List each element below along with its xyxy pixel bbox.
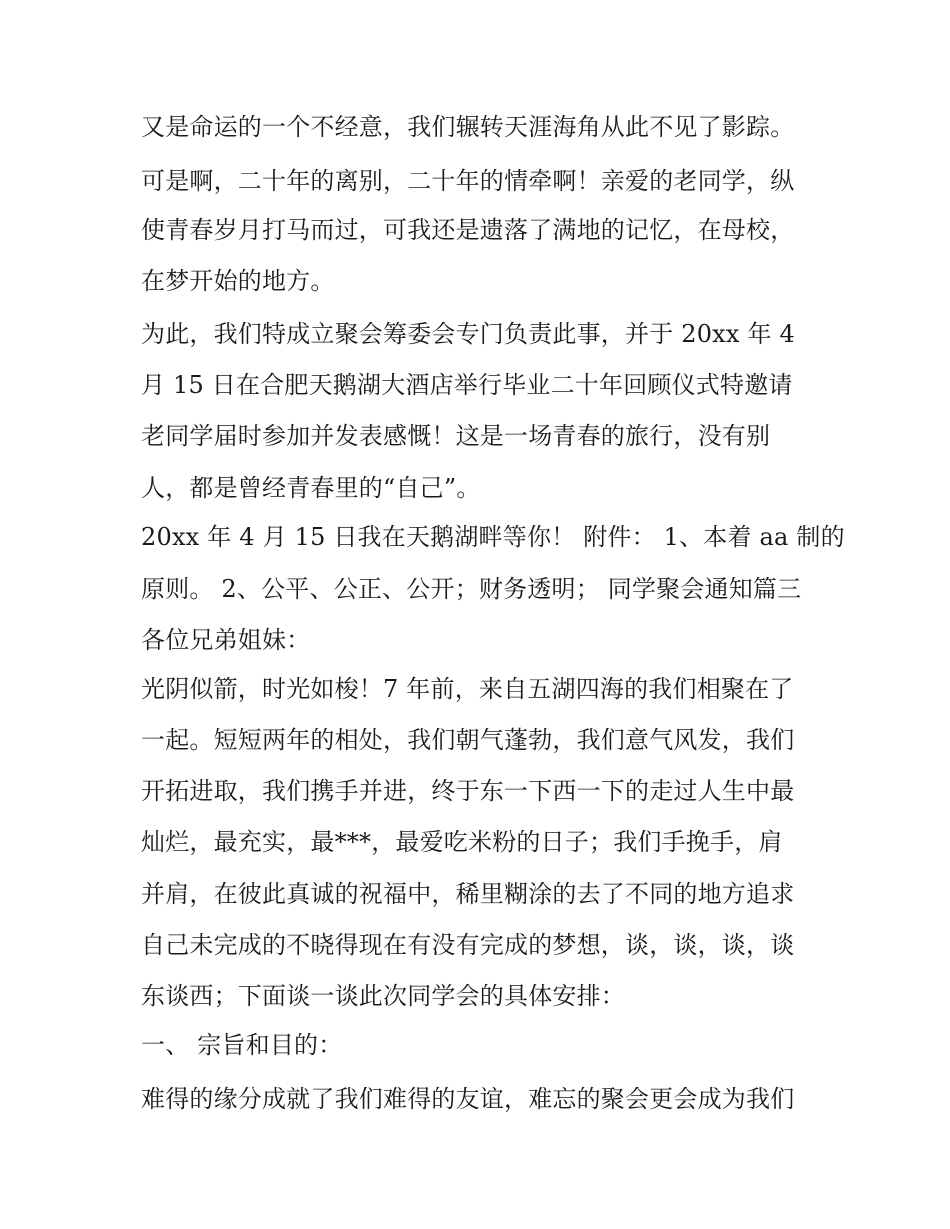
text-line: 可是啊，二十年的离别，二十年的情牵啊！亲爱的老同学，纵 <box>141 167 795 195</box>
text-line: 一起。短短两年的相处，我们朝气蓬勃，我们意气风发，我们 <box>141 726 795 754</box>
text-line: 光阴似箭，时光如梭！7 年前，来自五湖四海的我们相聚在了 <box>141 675 794 703</box>
text-line: 为此，我们特成立聚会筹委会专门负责此事，并于 20xx 年 4 <box>141 320 795 348</box>
text-line: 东谈西；下面谈一谈此次同学会的具体安排： <box>141 982 625 1010</box>
text-line: 一、 宗旨和目的： <box>141 1031 343 1059</box>
text-line: 并肩，在彼此真诚的祝福中，稀里糊涂的去了不同的地方追求 <box>141 880 795 908</box>
text-line: 灿烂，最充实，最***，最爱吃米粉的日子；我们手挽手，肩 <box>141 828 783 856</box>
text-line: 20xx 年 4 月 15 日我在天鹅湖畔等你！ 附件： 1、本着 aa 制的 <box>141 523 845 551</box>
text-line: 在梦开始的地方。 <box>141 267 335 295</box>
text-line: 原则。 2、公平、公正、公开；财务透明； 同学聚会通知篇三 <box>141 575 802 603</box>
text-line: 月 15 日在合肥天鹅湖大酒店举行毕业二十年回顾仪式特邀请 <box>141 371 793 399</box>
text-line: 难得的缘分成就了我们难得的友谊，难忘的聚会更会成为我们 <box>141 1085 795 1113</box>
text-line: 使青春岁月打马而过，可我还是遗落了满地的记忆，在母校， <box>141 216 795 244</box>
text-line: 各位兄弟姐妹： <box>141 626 311 654</box>
text-line: 开拓进取，我们携手并进，终于东一下西一下的走过人生中最 <box>141 777 795 805</box>
text-line: 人，都是曾经青春里的“自己”。 <box>141 474 481 502</box>
text-line: 老同学届时参加并发表感慨！这是一场青春的旅行，没有别 <box>141 422 771 450</box>
text-line: 自己未完成的不晓得现在有没有完成的梦想，谈，谈，谈，谈 <box>141 931 795 959</box>
text-line: 又是命运的一个不经意，我们辗转天涯海角从此不见了影踪。 <box>141 113 795 141</box>
